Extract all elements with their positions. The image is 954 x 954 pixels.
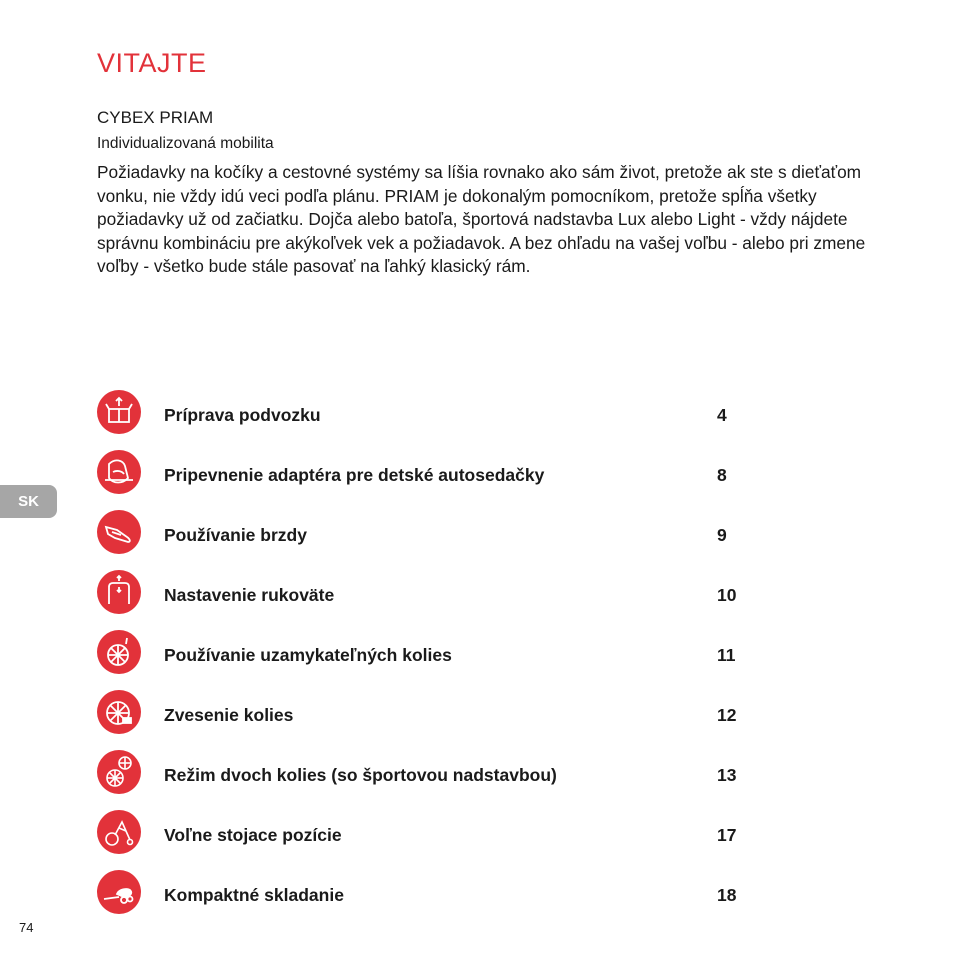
toc-label: Používanie brzdy [164,525,307,545]
toc-item-volne-stojace[interactable] [97,810,757,858]
wheel-lock-icon [97,630,141,674]
product-name: CYBEX PRIAM [97,108,214,127]
toc-item-uzamykatelne-kolesa[interactable] [97,630,757,678]
brake-pedal-icon [97,510,141,554]
compact-fold-icon [97,870,141,914]
intro-paragraph: Požiadavky na kočíky a cestovné systémy sa líšia rovnako ako sám život, pretože ak ste s dieťaťom vonku, nie vždy idú veci podľa plánu. PRIAM je dokonalým pomocníkom, pretože spĺňa všetky požiadavky už od začiatku. Dojča alebo batoľa, športová nadstavba Lux alebo Light - vždy nájdete správnu kombináciu pre akýkoľvek vek a požiadavok. A bez ohľadu na vašej voľbu - alebo pri zmene voľby - všetko bude stále pasovať na ľahký klasický rám. [97,162,866,276]
toc-item-kompaktne-skladanie[interactable] [97,870,757,918]
toc-label: Príprava podvozku [164,405,321,425]
toc-page-number: 8 [717,465,727,485]
toc-label: Kompaktné skladanie [164,885,344,905]
page-title: VITAJTE [97,48,207,78]
toc-item-zvesenie-kolies[interactable] [97,690,757,738]
toc-item-rukovat[interactable] [97,570,757,618]
wheel-removal-icon [97,690,141,734]
toc-page-number: 13 [717,765,737,785]
toc-page-number: 4 [717,405,727,425]
unboxing-icon [97,390,141,434]
subtitle: Individualizovaná mobilita [97,135,274,152]
toc-item-priprava-podvozku[interactable] [97,390,757,438]
toc-item-dve-kolesa[interactable] [97,750,757,798]
toc-page-number: 18 [717,885,737,905]
toc-label: Režim dvoch kolies (so športovou nadstavbou) [164,765,557,785]
two-wheel-mode-icon [97,750,141,794]
toc-item-adapter[interactable] [97,450,757,498]
page-number: 74 [19,920,34,935]
free-standing-icon [97,810,141,854]
toc-page-number: 12 [717,705,737,725]
language-tab: SK [0,485,57,518]
toc-label: Nastavenie rukoväte [164,585,335,605]
toc-label: Zvesenie kolies [164,705,294,725]
toc-page-number: 11 [717,645,736,665]
toc-label: Pripevnenie adaptéra pre detské autosedačky [164,465,545,485]
handle-adjust-icon [97,570,141,614]
toc-page-number: 9 [717,525,727,545]
toc-page-number: 17 [717,825,737,845]
toc-label: Voľne stojace pozície [164,825,342,845]
toc-label: Používanie uzamykateľných kolies [164,645,452,665]
toc-item-brzda[interactable] [97,510,757,558]
toc-page-number: 10 [717,585,737,605]
car-seat-adapter-icon [97,450,141,494]
